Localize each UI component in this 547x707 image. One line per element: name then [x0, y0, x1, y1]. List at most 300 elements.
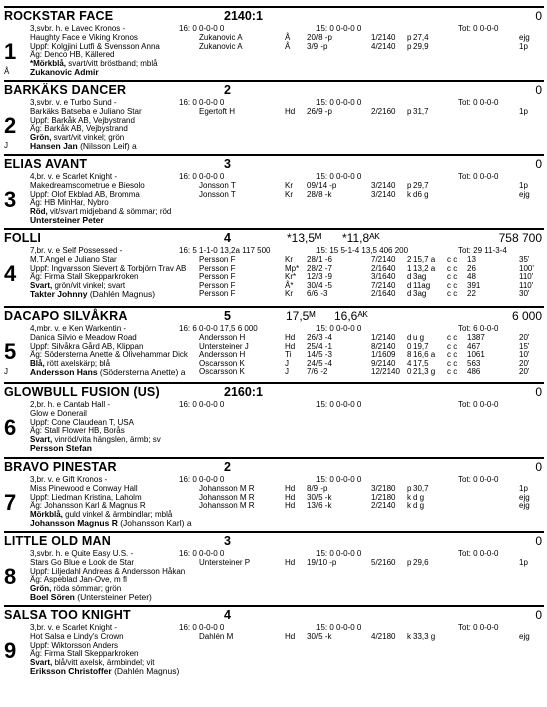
start-pos: 1/2140 [371, 333, 396, 342]
start-distance: 2140:1 [224, 9, 263, 23]
driver-name [30, 67, 99, 77]
driver-main: Zukanovic Admir [30, 67, 99, 77]
horse-info: 3,svbr. h. e Quite Easy U.S. - [30, 549, 134, 558]
start-row [199, 190, 544, 199]
start-track: Hd [285, 501, 296, 510]
driver-main: Andersson Hans [30, 367, 98, 377]
start-odds: 391 [467, 280, 481, 290]
start-prize: 15' [519, 341, 530, 351]
pedigree-line: Uppf: Liedman Kristina, Laholm [30, 492, 142, 502]
start-track: Å* [285, 280, 294, 290]
start-prize: 1p [519, 107, 528, 116]
start-prize: 20' [519, 333, 530, 342]
start-number: 1 [4, 39, 17, 64]
start-gal: 2 [407, 255, 412, 264]
start-date: 8/9 -p [307, 484, 328, 493]
start-odds: 26 [467, 263, 476, 273]
best-time-mile: 17,5ᴹ [286, 309, 316, 323]
racing-colors-detail: rött axelskärp; blå [44, 358, 111, 368]
horse-name: BARKÄKS DANCER [4, 83, 127, 97]
start-sh: c c [447, 280, 458, 290]
start-driver: Andersson H [199, 333, 246, 342]
start-driver: Persson F [199, 255, 236, 264]
horse-info: 4,br. v. e Scarlet Knight - [30, 172, 118, 181]
start-time: u g [413, 333, 425, 342]
stats-2016: 16: 0 0-0-0 0 [179, 623, 225, 632]
pedigree-line: Äg: Johansson Karl & Magnus R [30, 501, 146, 510]
start-date: 30/5 -k [307, 492, 332, 502]
stats-2015: 15: 15 5-1-4 13,5 406 200 [316, 246, 409, 255]
start-track: Hd [285, 333, 296, 342]
stats-2015: 15: 0 0-0-0 0 [316, 324, 362, 333]
pedigree-line: Äg: Firma Stall Skepparkroken [30, 649, 139, 658]
horse-name: GLOWBULL FUSION (US) [4, 385, 160, 399]
start-number: 7 [4, 490, 17, 515]
start-track: Å [285, 33, 291, 42]
start-gal: k [407, 632, 411, 641]
start-prize: ejg [519, 189, 530, 199]
start-date: 13/6 -k [307, 501, 332, 510]
start-time: 17,5 [413, 358, 429, 368]
horse-entry [4, 382, 544, 457]
start-track: Kr* [285, 272, 297, 281]
stats-2016: 16: 5 1-1-0 13,2a 117 500 [179, 246, 271, 255]
start-date: 26/9 -p [307, 107, 332, 116]
start-track: Kr [285, 189, 293, 199]
start-gal: 0 [407, 341, 412, 351]
start-prize: 1p [519, 484, 528, 493]
start-driver: Oscarsson K [199, 358, 245, 368]
start-gal: p [407, 107, 412, 116]
start-row [199, 501, 544, 510]
racing-colors-detail: röda sömmar; grön [51, 583, 122, 593]
start-track: Kr [285, 255, 293, 264]
start-time: 11ag [413, 280, 431, 290]
start-track: Hd [285, 558, 296, 567]
start-gal: p [407, 33, 412, 42]
start-row [199, 107, 544, 116]
start-track: Kr [285, 181, 293, 190]
horse-name: FOLLI [4, 231, 42, 245]
start-track: Kr [285, 289, 293, 298]
horse-info: 3,br. v. e Gift Kronos - [30, 475, 108, 484]
start-sh: c c [447, 333, 458, 342]
start-track: J [285, 358, 289, 368]
stats-total: Tot: 6 0-0-0 [458, 324, 499, 333]
racing-colors-detail: grön/vit vinkel; svart [52, 280, 126, 290]
start-odds: 563 [467, 358, 481, 368]
start-gal: k [407, 492, 411, 502]
total-prize: 6 000 [511, 309, 542, 323]
start-prize: 1p [519, 181, 528, 190]
pedigree-line: Danica Silvio e Meadow Road [30, 333, 137, 342]
start-odds: 13 [467, 255, 476, 264]
driver-main: Eriksson Christoffer [30, 666, 112, 676]
stats-total: Tot: 0 0-0-0 [458, 623, 499, 632]
start-track: Ti [285, 350, 292, 359]
start-odds: 1387 [467, 333, 485, 342]
start-driver: Johansson M R [199, 501, 255, 510]
horse-info: 3,svbr. h. e Lavec Kronos - [30, 24, 126, 33]
start-gal: k [407, 189, 411, 199]
start-time: 30,7 [413, 484, 429, 493]
trainer-note: (Dahlén Magnus) [87, 289, 156, 299]
start-sh: c c [447, 341, 458, 351]
start-prize: 20' [519, 358, 530, 368]
start-gal: p [407, 558, 412, 567]
racing-colors-detail: vinröd/vita hängslen, ärmb; sv [52, 434, 161, 444]
start-sh: c c [447, 367, 458, 376]
best-time-auto: *11,8ᴬᴷ [342, 231, 380, 245]
start-row [199, 632, 544, 641]
start-gal: p [407, 181, 412, 190]
start-distance: 5 [224, 309, 231, 323]
start-gal: p [407, 41, 412, 51]
pedigree-line: Uppf: Barkåk AB, Vejbystrand [30, 115, 135, 125]
start-time: 3ag [413, 289, 427, 298]
start-pos: 8/2140 [371, 341, 396, 351]
start-driver: Jonsson T [199, 181, 236, 190]
start-time: 3ag [413, 272, 427, 281]
driver-name [30, 367, 185, 377]
horse-name: LITTLE OLD MAN [4, 534, 111, 548]
start-pos: 4/2180 [371, 632, 396, 641]
start-track: Å [285, 41, 291, 51]
start-pos: 2/1640 [371, 263, 396, 273]
start-time: 19,7 [413, 341, 429, 351]
pedigree-line: Uppf: Silvåkra Gård AB, Klippan [30, 341, 144, 351]
start-sh: c c [447, 272, 458, 281]
start-number: 8 [4, 564, 17, 589]
pedigree-line: Barkäks Batseba e Juliano Star [30, 107, 142, 116]
start-number: 5 [4, 339, 17, 364]
trainer-note: (Johansson Karl) a [117, 518, 192, 528]
horse-entry [4, 605, 544, 707]
start-odds: 486 [467, 367, 481, 376]
racing-colors-detail: guld vinkel & ärmbindlar; mblå [62, 509, 173, 519]
start-pos: 7/2140 [371, 255, 396, 264]
horse-name: BRAVO PINESTAR [4, 460, 117, 474]
start-time: 33,3 g [413, 632, 436, 641]
driver-name [30, 141, 137, 151]
horse-info: 2,br. h. e Cantab Hall - [30, 400, 111, 409]
pedigree-line: Miss Pinewood e Conway Hall [30, 484, 138, 493]
racing-colors-main: Grön, [30, 132, 52, 142]
start-distance: 3 [224, 534, 231, 548]
stats-2016: 16: 0 0-0-0 0 [179, 400, 225, 409]
start-time: 13,2 a [413, 263, 436, 273]
stats-2016: 16: 0 0-0-0 0 [179, 172, 225, 181]
start-gal: 4 [407, 358, 412, 368]
start-gal: d [407, 272, 412, 281]
horse-entry [4, 457, 544, 531]
start-time: 29,6 [413, 558, 429, 567]
start-prize: 35' [519, 255, 530, 264]
horse-name: DACAPO SILVÅKRA [4, 309, 128, 323]
start-number: 6 [4, 415, 17, 440]
start-pos: 5/2160 [371, 558, 396, 567]
stats-2016: 16: 0 0-0-0 0 [179, 475, 225, 484]
pedigree-line: Uppf: Ingvarsson Sievert & Torbjörn Trav AB [30, 263, 187, 273]
start-prize: 110' [519, 280, 534, 290]
start-distance: 2 [224, 83, 231, 97]
start-date: 19/10 -p [307, 558, 337, 567]
pedigree-line: Uppf: Kolgjini Lutfi & Svensson Anna [30, 41, 160, 51]
horse-entry [4, 531, 544, 605]
total-prize: 0 [535, 460, 542, 474]
start-pos: 2/1640 [371, 289, 396, 298]
horse-info: 4,mbr. v. e Ken Warkentin - [30, 324, 127, 333]
start-track: Hd [285, 492, 296, 502]
stats-total: Tot: 0 0-0-0 [458, 24, 499, 33]
start-pos: 4/2140 [371, 41, 396, 51]
start-time: 21,3 g [413, 367, 436, 376]
start-prize: 30' [519, 289, 530, 298]
start-distance: 3 [224, 157, 231, 171]
start-track: Hd [285, 341, 296, 351]
racing-colors-main: Blå, [30, 358, 45, 368]
pedigree-line: Uppf: Wiktorsson Anders [30, 640, 119, 650]
start-row [199, 289, 544, 298]
start-sh: c c [447, 255, 458, 264]
start-prize: 100' [519, 263, 534, 273]
racing-colors-main: Svart, [30, 434, 53, 444]
start-pos: 9/2140 [371, 358, 396, 368]
start-pos: 1/2140 [371, 33, 396, 42]
horse-entry [4, 6, 544, 80]
stats-2015: 15: 0 0-0-0 0 [316, 172, 362, 181]
pedigree-line: Haughty Face e Viking Kronos [30, 33, 138, 42]
total-prize: 0 [535, 9, 542, 23]
start-gal: k [407, 501, 411, 510]
start-driver: Persson F [199, 272, 236, 281]
license-letter: Å [4, 67, 10, 76]
stats-total: Tot: 0 0-0-0 [458, 98, 499, 107]
start-pos: 1/2180 [371, 492, 396, 502]
driver-name [30, 289, 155, 299]
start-number: 2 [4, 113, 17, 138]
start-time: d6 g [413, 189, 429, 199]
start-track: Hd [285, 107, 296, 116]
racing-colors-detail: svart/vitt bröstband; mblå [66, 58, 158, 68]
driver-main: Johansson Magnus R [30, 518, 118, 528]
start-number: 3 [4, 187, 17, 212]
start-date: 09/14 -p [307, 181, 337, 190]
start-pos: 2/2140 [371, 501, 396, 510]
start-gal: p [407, 484, 412, 493]
stats-2016: 16: 0 0-0-0 0 [179, 24, 225, 33]
driver-name [30, 443, 92, 453]
start-row [199, 367, 544, 376]
total-prize: 758 700 [498, 231, 542, 245]
total-prize: 0 [535, 157, 542, 171]
start-driver: Untersteiner J [199, 341, 249, 351]
start-pos: 1/1609 [371, 350, 396, 359]
start-date: 28/2 -7 [307, 263, 332, 273]
horse-entry [4, 80, 544, 154]
start-odds: 48 [467, 272, 476, 281]
pedigree-line: Äg: Firma Stall Skepparkroken [30, 272, 139, 281]
racing-colors-detail: blå/vitt axelsk, ärmbindel; vit [52, 657, 155, 667]
driver-main: Takter Johnny [30, 289, 88, 299]
start-date: 3/9 -p [307, 41, 328, 51]
stats-total: Tot: 0 0-0-0 [458, 475, 499, 484]
start-sh: c c [447, 263, 458, 273]
stats-total: Tot: 0 0-0-0 [458, 400, 499, 409]
stats-2015: 15: 0 0-0-0 0 [316, 400, 362, 409]
start-date: 30/4 -5 [307, 280, 332, 290]
trainer-note: (Untersteiner Peter) [74, 592, 152, 602]
start-driver: Persson F [199, 263, 236, 273]
start-prize: ejg [519, 492, 530, 502]
start-date: 28/1 -6 [307, 255, 332, 264]
stats-2016: 16: 0 0-0-0 0 [179, 549, 225, 558]
start-date: 7/6 -2 [307, 367, 328, 376]
license-letter: J [4, 367, 8, 376]
start-gal: d [407, 333, 412, 342]
stats-total: Tot: 0 0-0-0 [458, 172, 499, 181]
start-pos: 2/2160 [371, 107, 396, 116]
start-driver: Untersteiner P [199, 558, 251, 567]
start-date: 12/3 -9 [307, 272, 332, 281]
stats-total: Tot: 0 0-0-0 [458, 549, 499, 558]
driver-name [30, 592, 152, 602]
total-prize: 0 [535, 608, 542, 622]
stats-2015: 15: 0 0-0-0 0 [316, 549, 362, 558]
pedigree-line: Makedreamscometrue e Biesolo [30, 181, 145, 190]
start-row [199, 42, 544, 51]
racing-colors-main: Svart, [30, 657, 53, 667]
trainer-note: (Dahlén Magnus) [111, 666, 180, 676]
stats-2016: 16: 0 0-0-0 0 [179, 98, 225, 107]
start-prize: 1p [519, 41, 528, 51]
horse-entry [4, 154, 544, 228]
pedigree-line: Glow e Donerail [30, 409, 87, 418]
start-gal: d [407, 289, 412, 298]
start-prize: 10' [519, 350, 530, 359]
start-driver: Zukanovic A [199, 41, 243, 51]
start-distance: 2 [224, 460, 231, 474]
horse-name: ROCKSTAR FACE [4, 9, 114, 23]
best-time-mile: *13,5ᴹ [287, 231, 322, 245]
horse-info: 7,br. v. e Self Possessed - [30, 246, 123, 255]
start-odds: 22 [467, 289, 476, 298]
pedigree-line: Äg: Denco HB, Källered [30, 50, 115, 59]
start-driver: Persson F [199, 280, 236, 290]
start-gal: 8 [407, 350, 412, 359]
pedigree-line: Äg: Stall Flower HB, Borås [30, 426, 125, 435]
start-track: Mp* [285, 263, 300, 273]
racing-colors-main: Röd, [30, 206, 48, 216]
pedigree-line: Uppf: Cone Claudean T, USA [30, 417, 134, 427]
driver-name [30, 518, 192, 528]
start-track: Hd [285, 484, 296, 493]
stats-2015: 15: 0 0-0-0 0 [316, 98, 362, 107]
start-time: 31,7 [413, 107, 429, 116]
start-prize: 110' [519, 272, 534, 281]
horse-info: 3,br. v. e Scarlet Knight - [30, 623, 118, 632]
start-date: 24/5 -4 [307, 358, 332, 368]
best-time-auto: 16,6ᴬᴷ [334, 309, 368, 323]
stats-2015: 15: 0 0-0-0 0 [316, 623, 362, 632]
total-prize: 0 [535, 83, 542, 97]
driver-main: Hansen Jan [30, 141, 78, 151]
start-date: 26/3 -4 [307, 333, 332, 342]
start-time: 15,7 a [413, 255, 436, 264]
pedigree-line: Hot Salsa e Lindy's Crown [30, 632, 124, 641]
racing-colors-main: Mörkblå, [30, 509, 63, 519]
total-prize: 0 [535, 385, 542, 399]
start-prize: 1p [519, 558, 528, 567]
trainer-note: (Nilsson Leif) a [77, 141, 137, 151]
start-driver: Egertoft H [199, 107, 236, 116]
start-distance: 4 [224, 231, 231, 245]
start-driver: Johansson M R [199, 484, 255, 493]
start-sh: c c [447, 358, 458, 368]
start-pos: 3/2140 [371, 181, 396, 190]
driver-name [30, 666, 179, 676]
start-odds: 467 [467, 341, 481, 351]
total-prize: 0 [535, 534, 542, 548]
start-pos: 3/2180 [371, 484, 396, 493]
horse-entry [4, 228, 544, 306]
start-driver: Zukanovic A [199, 33, 243, 42]
start-driver: Andersson H [199, 350, 246, 359]
driver-main: Persson Stefan [30, 443, 92, 453]
horse-info: 3,svbr. v. e Turbo Sund - [30, 98, 117, 107]
horse-name: ELIAS AVANT [4, 157, 88, 171]
start-time: 29,9 [413, 41, 429, 51]
start-driver: Johansson M R [199, 492, 255, 502]
start-pos: 7/2140 [371, 280, 396, 290]
start-date: 14/5 -3 [307, 350, 332, 359]
trainer-note: (Södersterna Anette) a [97, 367, 186, 377]
start-gal: 0 [407, 367, 412, 376]
pedigree-line: Uppf: Liljedahl Andreas & Andersson Håkan [30, 566, 186, 576]
start-number: 9 [4, 638, 17, 663]
stats-2016: 16: 6 0-0-0 17,5 6 000 [179, 324, 258, 333]
start-number: 4 [4, 261, 17, 286]
start-time: d g [413, 501, 425, 510]
start-driver: Dahlén M [199, 632, 234, 641]
driver-name [30, 215, 104, 225]
racing-colors-detail: svart/vit vinkel; grön [51, 132, 125, 142]
start-track: J [285, 367, 289, 376]
pedigree-line: Uppf: Olof Ekblad AB, Bromma [30, 189, 140, 199]
start-date: 6/6 -3 [307, 289, 328, 298]
start-gal: d [407, 280, 412, 290]
start-date: 20/8 -p [307, 33, 332, 42]
pedigree-line: Äg: Barkåk AB, Vejbystrand [30, 124, 128, 133]
start-time: 27,4 [413, 33, 429, 42]
pedigree-line: Stars Go Blue e Look de Star [30, 558, 135, 567]
start-distance: 2160:1 [224, 385, 263, 399]
pedigree-line: Äg: Södersterna Anette & Olivehammar Dick [30, 350, 188, 359]
start-row [199, 558, 544, 567]
start-track: Hd [285, 632, 296, 641]
start-gal: 1 [407, 263, 412, 273]
driver-main: Boel Sören [30, 592, 75, 602]
horse-entry [4, 306, 544, 382]
start-driver: Oscarsson K [199, 367, 245, 376]
start-driver: Jonsson T [199, 189, 236, 199]
start-distance: 4 [224, 608, 231, 622]
start-driver: Persson F [199, 289, 236, 298]
stats-total: Tot: 29 11-3-4 [458, 246, 507, 255]
racing-colors-main: Svart, [30, 280, 53, 290]
racing-colors-main: Grön, [30, 583, 52, 593]
start-time: 16,6 a [413, 350, 436, 359]
